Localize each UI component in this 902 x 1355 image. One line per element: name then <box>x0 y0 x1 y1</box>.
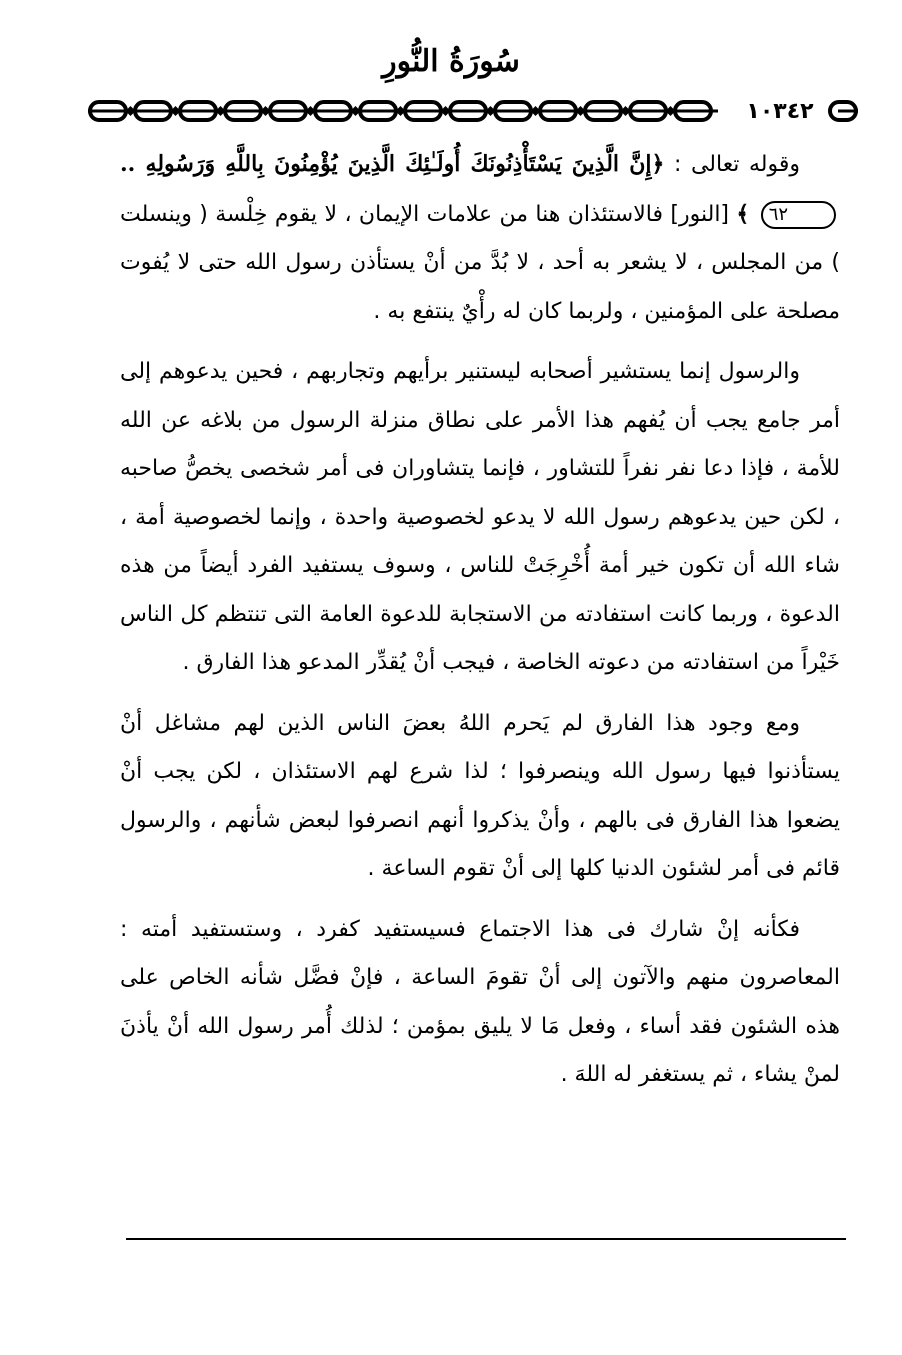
paragraph-text: فالاستئذان هنا من علامات الإيمان ، لا يقوم خِلْسة ( وينسلت ) من المجلس ، لا يشعر به أحد ، لا بُدَّ من أنْ يستأذن رسول الله حتى لا يُفوت مصلحة على المؤمنين ، ولربما كان له رأْيٌ ينتفع به . <box>120 201 840 324</box>
footnote-separator <box>126 1238 846 1240</box>
page-number: ١٠٣٤٢ <box>746 99 814 124</box>
surah-reference: [النور] <box>670 201 730 227</box>
page-text <box>120 140 840 1112</box>
surah-title: سُورَةُ النُّورِ <box>382 44 520 79</box>
ayah-number-badge: ٦٢ <box>761 201 836 229</box>
quran-verse: ﴿إِنَّ الَّذِينَ يَسْتَأْذِنُونَكَ أُولَـٰئِكَ الَّذِينَ يُؤْمِنُونَ بِاللَّهِ وَرَسُولِهِ .. <box>120 151 665 177</box>
intro-text: وقوله تعالى : <box>673 152 800 177</box>
quran-close-bracket: ﴾ <box>736 200 750 227</box>
paragraph: فكأنه إنْ شارك فى هذا الاجتماع فسيستفيد كفرد ، وستستفيد أمته : المعاصرون منهم والآتون إلى أنْ تقومَ الساعة ، فإنْ فضَّل شأنه الخاص على هذه الشئون فقد أساء ، وفعل مَا لا يليق بمؤمن ؛ لذلك أُمر رسول الله أنْ يأذنَ لمنْ يشاء ، ثم يستغفر له اللهَ . <box>120 916 840 1087</box>
paragraph: والرسول إنما يستشير أصحابه ليستنير برأيهم وتجاربهم ، فحين يدعوهم إلى أمر جامع يجب أن يُفهم هذا الأمر على نطاق منزلة الرسول من بلاغه عن الله للأمة ، فإذا دعا نفر نفراً للتشاور ، فإنما يتشاوران فى أمر شخصى يخصُّ صاحبه ، لكن حين يدعوهم رسول الله لا يدعو لخصوصية واحدة ، وإنما لخصوصية أمة ، شاء الله أن تكون خير أمة أُخْرِجَتْ للناس ، وسوف يستفيد الفرد أيضاً من هذه الدعوة ، وربما كانت استفادته من الاستجابة للدعوة العامة التى تنتظم كل الناس خَيْراً من استفادته من دعوته الخاصة ، فيجب أنْ يُقدِّر المدعو هذا الفارق . <box>120 359 840 675</box>
paragraph <box>120 140 840 336</box>
paragraph: ومع وجود هذا الفارق لم يَحرم اللهُ بعضَ الناس الذين لهم مشاغل أنْ يستأذنوا فيها رسول الله وينصرفوا ؛ لذا شرع لهم الاستئذان ، لكن يجب أنْ يضعوا هذا الفارق فى بالهم ، وأنْ يذكروا أنهم انصرفوا لبعض شأنهم ، والرسول قائم فى أمر لشئون الدنيا كلها إلى أنْ تقوم الساعة . <box>120 710 840 881</box>
